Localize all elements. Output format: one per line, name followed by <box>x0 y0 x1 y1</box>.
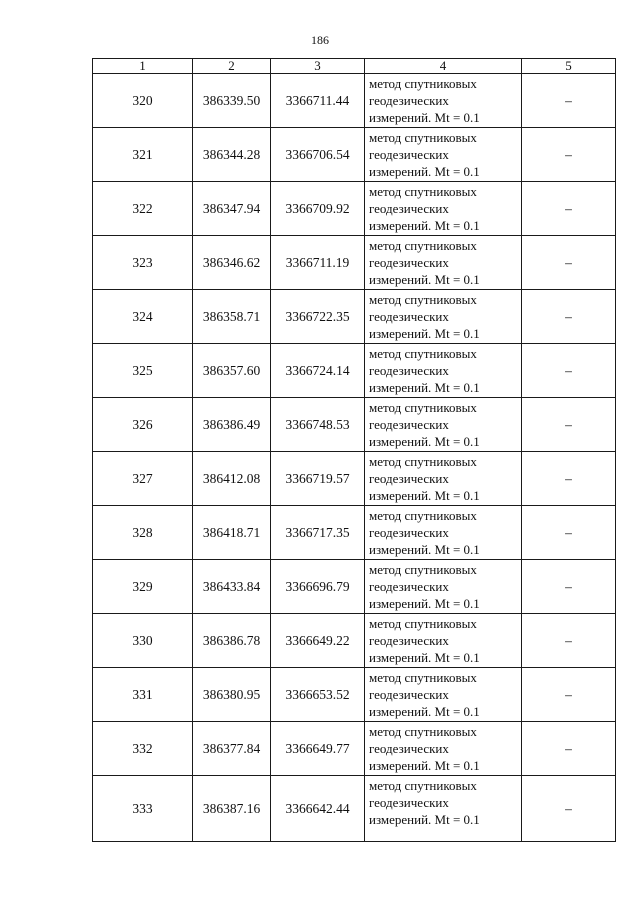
method-line: метод спутниковых <box>369 778 477 793</box>
method-line: измерений. Mt = 0.1 <box>369 218 480 233</box>
method-cell <box>365 398 522 452</box>
note-cell: – <box>522 236 616 290</box>
method-line: геодезических <box>369 741 449 756</box>
x-coordinate-cell: 386412.08 <box>193 452 271 506</box>
column-header-5: 5 <box>522 59 616 74</box>
point-number-cell: 327 <box>93 452 193 506</box>
x-coordinate-cell: 386386.78 <box>193 614 271 668</box>
method-line: геодезических <box>369 417 449 432</box>
point-number-cell: 333 <box>93 776 193 842</box>
y-coordinate-cell: 3366706.54 <box>271 128 365 182</box>
method-cell <box>365 776 522 842</box>
x-coordinate-cell: 386377.84 <box>193 722 271 776</box>
note-cell: – <box>522 506 616 560</box>
note-cell: – <box>522 74 616 128</box>
table-row <box>93 560 616 614</box>
coordinates-table <box>92 58 616 842</box>
method-line: геодезических <box>369 309 449 324</box>
point-number-cell: 320 <box>93 74 193 128</box>
table-row <box>93 344 616 398</box>
y-coordinate-cell: 3366748.53 <box>271 398 365 452</box>
point-number-cell: 325 <box>93 344 193 398</box>
method-line: геодезических <box>369 795 449 810</box>
page-number: 186 <box>311 33 329 47</box>
method-cell <box>365 614 522 668</box>
x-coordinate-cell: 386357.60 <box>193 344 271 398</box>
y-coordinate-cell: 3366642.44 <box>271 776 365 842</box>
point-number-cell: 321 <box>93 128 193 182</box>
method-line: измерений. Mt = 0.1 <box>369 326 480 341</box>
x-coordinate-cell: 386387.16 <box>193 776 271 842</box>
method-line: геодезических <box>369 525 449 540</box>
method-line: измерений. Mt = 0.1 <box>369 164 480 179</box>
column-header-2: 2 <box>193 59 271 74</box>
method-line: измерений. Mt = 0.1 <box>369 542 480 557</box>
method-line: измерений. Mt = 0.1 <box>369 650 480 665</box>
method-line: измерений. Mt = 0.1 <box>369 380 480 395</box>
y-coordinate-cell: 3366649.77 <box>271 722 365 776</box>
method-line: геодезических <box>369 687 449 702</box>
note-cell: – <box>522 182 616 236</box>
y-coordinate-cell: 3366711.44 <box>271 74 365 128</box>
method-line: измерений. Mt = 0.1 <box>369 272 480 287</box>
method-line: метод спутниковых <box>369 292 477 307</box>
note-cell: – <box>522 128 616 182</box>
table-row <box>93 776 616 842</box>
method-cell <box>365 290 522 344</box>
x-coordinate-cell: 386346.62 <box>193 236 271 290</box>
y-coordinate-cell: 3366709.92 <box>271 182 365 236</box>
method-line: геодезических <box>369 633 449 648</box>
method-line: метод спутниковых <box>369 346 477 361</box>
column-header-3: 3 <box>271 59 365 74</box>
method-line: геодезических <box>369 471 449 486</box>
table-row <box>93 506 616 560</box>
method-line: метод спутниковых <box>369 616 477 631</box>
method-line: метод спутниковых <box>369 184 477 199</box>
table-row <box>93 668 616 722</box>
method-line: измерений. Mt = 0.1 <box>369 758 480 773</box>
table-row <box>93 236 616 290</box>
note-cell: – <box>522 668 616 722</box>
note-cell: – <box>522 290 616 344</box>
column-header-4: 4 <box>365 59 522 74</box>
table-row <box>93 398 616 452</box>
table-body <box>93 74 616 842</box>
table-row <box>93 614 616 668</box>
point-number-cell: 329 <box>93 560 193 614</box>
y-coordinate-cell: 3366724.14 <box>271 344 365 398</box>
point-number-cell: 328 <box>93 506 193 560</box>
x-coordinate-cell: 386433.84 <box>193 560 271 614</box>
method-cell <box>365 236 522 290</box>
table-header-row <box>93 59 616 74</box>
note-cell: – <box>522 722 616 776</box>
table-row <box>93 290 616 344</box>
method-cell <box>365 344 522 398</box>
method-line: метод спутниковых <box>369 76 477 91</box>
point-number-cell: 324 <box>93 290 193 344</box>
method-line: геодезических <box>369 147 449 162</box>
method-line: измерений. Mt = 0.1 <box>369 488 480 503</box>
method-cell <box>365 128 522 182</box>
x-coordinate-cell: 386380.95 <box>193 668 271 722</box>
y-coordinate-cell: 3366696.79 <box>271 560 365 614</box>
x-coordinate-cell: 386358.71 <box>193 290 271 344</box>
table-row <box>93 74 616 128</box>
y-coordinate-cell: 3366722.35 <box>271 290 365 344</box>
method-line: метод спутниковых <box>369 562 477 577</box>
point-number-cell: 323 <box>93 236 193 290</box>
method-line: измерений. Mt = 0.1 <box>369 434 480 449</box>
point-number-cell: 322 <box>93 182 193 236</box>
table-row <box>93 128 616 182</box>
method-line: метод спутниковых <box>369 670 477 685</box>
x-coordinate-cell: 386347.94 <box>193 182 271 236</box>
note-cell: – <box>522 452 616 506</box>
table-row <box>93 452 616 506</box>
x-coordinate-cell: 386344.28 <box>193 128 271 182</box>
method-line: измерений. Mt = 0.1 <box>369 596 480 611</box>
method-line: метод спутниковых <box>369 400 477 415</box>
point-number-cell: 332 <box>93 722 193 776</box>
point-number-cell: 331 <box>93 668 193 722</box>
method-line: геодезических <box>369 255 449 270</box>
x-coordinate-cell: 386339.50 <box>193 74 271 128</box>
y-coordinate-cell: 3366719.57 <box>271 452 365 506</box>
method-line: метод спутниковых <box>369 238 477 253</box>
method-line: метод спутниковых <box>369 508 477 523</box>
note-cell: – <box>522 776 616 842</box>
method-line: измерений. Mt = 0.1 <box>369 704 480 719</box>
table-row <box>93 182 616 236</box>
y-coordinate-cell: 3366653.52 <box>271 668 365 722</box>
method-line: геодезических <box>369 93 449 108</box>
note-cell: – <box>522 398 616 452</box>
table-row <box>93 722 616 776</box>
method-line: метод спутниковых <box>369 454 477 469</box>
method-line: измерений. Mt = 0.1 <box>369 812 480 827</box>
method-cell <box>365 506 522 560</box>
x-coordinate-cell: 386386.49 <box>193 398 271 452</box>
x-coordinate-cell: 386418.71 <box>193 506 271 560</box>
method-line: метод спутниковых <box>369 724 477 739</box>
point-number-cell: 330 <box>93 614 193 668</box>
method-cell <box>365 74 522 128</box>
method-line: метод спутниковых <box>369 130 477 145</box>
column-header-1: 1 <box>93 59 193 74</box>
method-line: измерений. Mt = 0.1 <box>369 110 480 125</box>
note-cell: – <box>522 560 616 614</box>
method-cell <box>365 560 522 614</box>
method-cell <box>365 668 522 722</box>
note-cell: – <box>522 614 616 668</box>
y-coordinate-cell: 3366649.22 <box>271 614 365 668</box>
y-coordinate-cell: 3366711.19 <box>271 236 365 290</box>
y-coordinate-cell: 3366717.35 <box>271 506 365 560</box>
method-line: геодезических <box>369 579 449 594</box>
note-cell: – <box>522 344 616 398</box>
method-cell <box>365 722 522 776</box>
method-cell <box>365 452 522 506</box>
point-number-cell: 326 <box>93 398 193 452</box>
method-cell <box>365 182 522 236</box>
method-line: геодезических <box>369 363 449 378</box>
method-line: геодезических <box>369 201 449 216</box>
